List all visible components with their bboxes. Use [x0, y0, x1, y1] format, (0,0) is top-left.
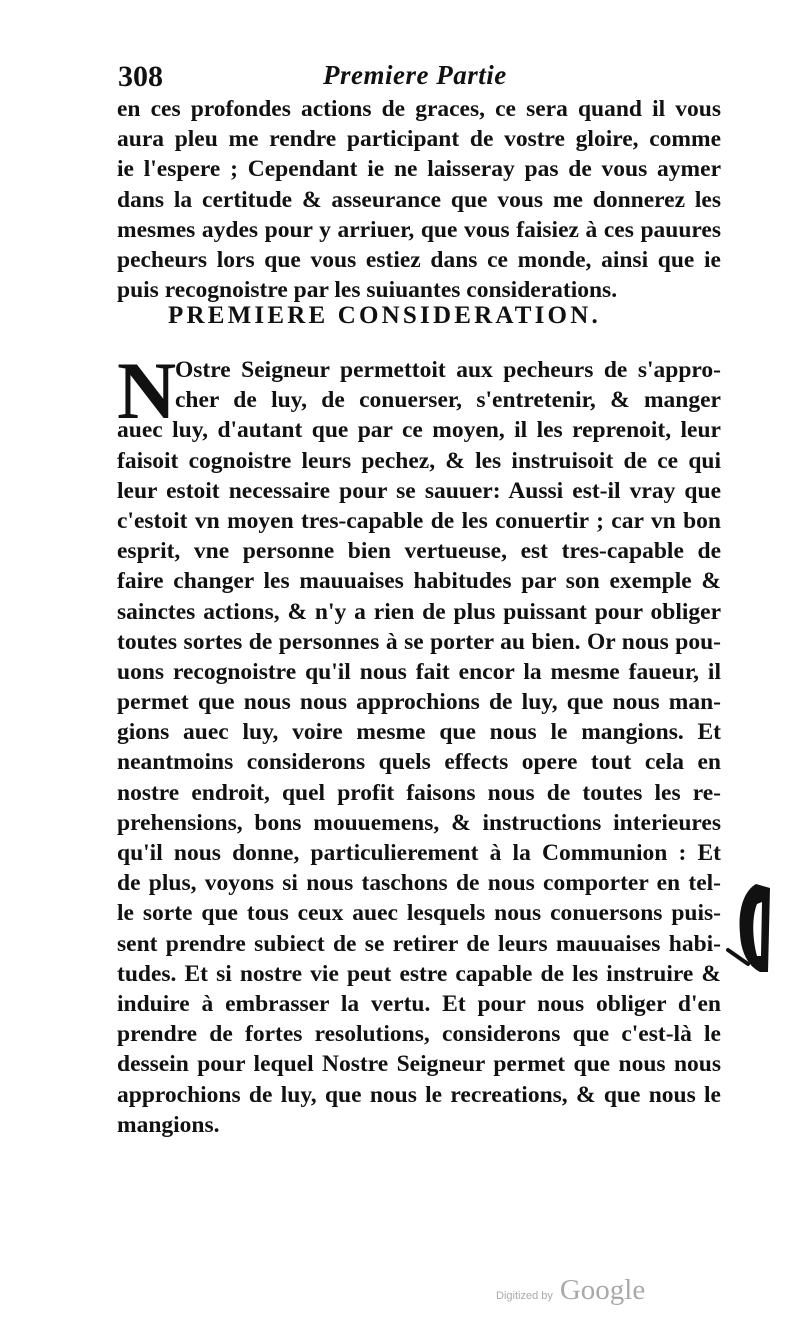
text-line: nostre endroit, quel profit faisons nous de toutes les re-: [117, 779, 721, 806]
section-heading: PREMIERE CONSIDERATION.: [168, 302, 601, 329]
text-line: ie l'espere ; Cependant ie ne laisseray pas de vous aymer: [117, 156, 721, 183]
text-line: Ostre Seigneur permettoit aux pecheurs de s'appro-: [175, 357, 721, 383]
text-line: permet que nous nous approchions de luy, que nous man-: [117, 689, 721, 716]
text-line: tudes. Et si nostre vie peut estre capable de les instruire &: [117, 960, 721, 987]
page-number: 308: [118, 60, 163, 93]
text-line: induire à embrasser la vertu. Et pour nous obliger d'en: [117, 990, 721, 1017]
text-line: en ces profondes actions de graces, ce sera quand il vous: [117, 96, 721, 122]
text-line: uons recognoistre qu'il nous fait encor la mesme faueur, il: [117, 658, 721, 685]
drop-cap: N: [117, 345, 177, 436]
google-logo-text: Google: [559, 1274, 646, 1306]
text-line: neantmoins considerons quels effects opere tout cela en: [117, 749, 721, 776]
text-line: dans la certitude & asseurance que vous me donnerez les: [117, 186, 721, 213]
text-line: cher de luy, de conuerser, s'entretenir, & manger: [175, 387, 721, 414]
running-title: Premiere Partie: [323, 60, 507, 90]
text-line: toutes sortes de personnes à se porter au bien. Or nous pou-: [117, 628, 721, 655]
text-line: c'estoit vn moyen tres-capable de les conuertir ; car vn bon: [117, 507, 721, 534]
text-line: gions auec luy, voire mesme que nous le mangions. Et: [117, 719, 721, 746]
body-paragraph: [117, 355, 721, 1140]
margin-ink-mark: [726, 880, 776, 976]
text-line: de plus, voyons si nous taschons de nous comporter en tel-: [117, 870, 721, 897]
text-line: puis recognoistre par les suiuantes considerations.: [117, 277, 618, 304]
text-line: esprit, vne personne bien vertueuse, est tres-capable de: [117, 538, 721, 565]
text-line: qu'il nous donne, particulierement à la Communion : Et: [117, 840, 721, 866]
text-line: faisoit cognoistre leurs pechez, & les instruisoit de ce qui: [117, 447, 721, 474]
text-line: mangions.: [117, 1111, 220, 1138]
digitized-by-label: Digitized by: [496, 1290, 553, 1302]
text-line: le sorte que tous ceux auec lesquels nous conuersons puis-: [117, 900, 721, 927]
text-line: dessein pour lequel Nostre Seigneur permet que nous nous: [117, 1051, 721, 1078]
intro-paragraph: [117, 94, 721, 305]
text-line: auec luy, d'autant que par ce moyen, il les reprenoit, leur: [117, 417, 721, 444]
text-line: prendre de fortes resolutions, considerons que c'est-là le: [117, 1021, 721, 1048]
text-line: sainctes actions, & n'y a rien de plus puissant pour obliger: [117, 598, 721, 625]
text-line: approchions de luy, que nous le recreations, & que nous le: [117, 1081, 721, 1108]
text-line: prehensions, bons mouuemens, & instructions interieures: [117, 809, 721, 836]
text-line: pecheurs lors que vous estiez dans ce monde, ainsi que ie: [117, 246, 721, 273]
text-line: faire changer les mauuaises habitudes par son exemple &: [117, 568, 721, 595]
text-line: aura pleu me rendre participant de vostre gloire, comme: [117, 126, 721, 153]
text-line: sent prendre subiect de se retirer de leurs mauuaises habi-: [117, 930, 721, 957]
page-header: [118, 60, 668, 94]
text-line: leur estoit necessaire pour se sauuer: Aussi est-il vray que: [117, 477, 721, 504]
text-line: mesmes aydes pour y arriuer, que vous faisiez à ces pauures: [117, 216, 721, 243]
digitized-watermark: [496, 1274, 645, 1307]
